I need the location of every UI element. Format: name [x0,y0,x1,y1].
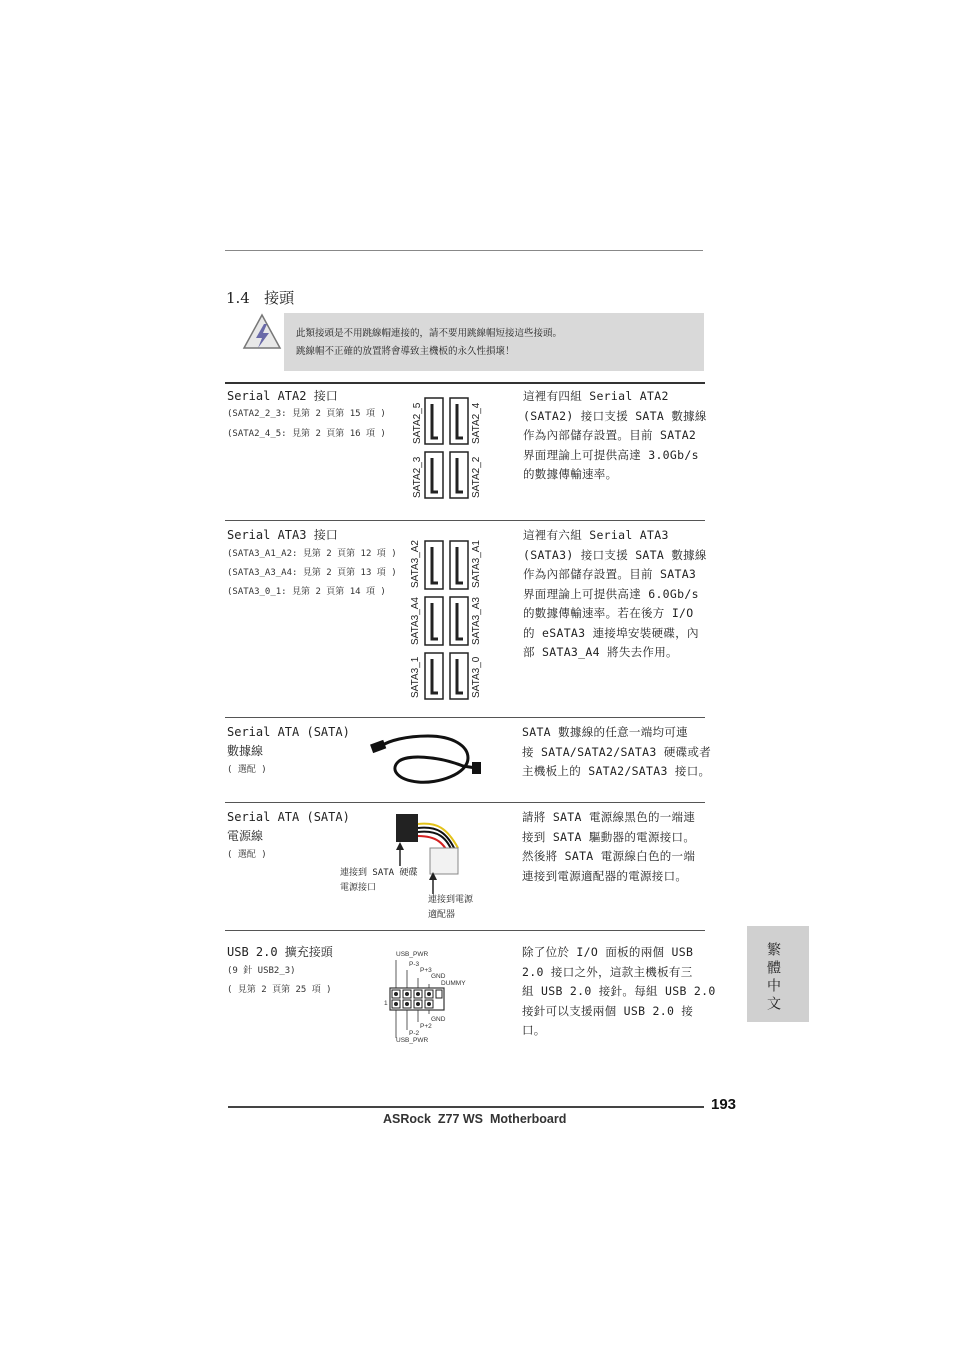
usb-pin-diagram [385,948,475,1048]
usb-title: USB 2.0 擴充接頭 [227,945,333,959]
desc-line: 然後將 SATA 電源線白色的一端 [522,849,696,863]
warning-line-2: 跳線帽不正確的放置將會導致主機板的永久性損壞！ [296,346,515,357]
row-divider [225,520,705,521]
desc-line: 組 USB 2.0 接針。每組 USB 2.0 [522,984,716,998]
section-title: 接頭 [264,289,295,307]
usb-sub-1: (9 針 USB2_3) [227,966,296,976]
label-sata3-a2: SATA3_A2 [410,540,421,588]
desc-line: 接針可以支援兩個 USB 2.0 接 [522,1003,694,1018]
label-sata2-3: SATA2_3 [412,456,423,498]
usb-desc [522,943,716,1041]
desc-line: 接到 SATA 驅動器的電源接口。 [522,829,696,844]
product-name: ASRock Z77 WS Motherboard [383,1112,567,1126]
desc-line: (SATA3) 接口支援 SATA 數據線 [523,547,707,562]
sata2-sub-2: (SATA2_4_5: 見第 2 頁第 16 項 ) [227,429,386,439]
sata2-sub-1: (SATA2_2_3: 見第 2 頁第 15 項 ) [227,409,386,419]
desc-line: 這裡有六組 Serial ATA3 [523,528,669,542]
pin-usb-pwr-bottom: USB_PWR [396,1037,429,1044]
pin-p-3: P-3 [409,961,420,968]
label-sata3-0: SATA3_0 [471,656,482,698]
sata-cable-image [368,726,486,790]
page-number: 193 [711,1096,737,1113]
sata3-sub-3: (SATA3_0_1: 見第 2 頁第 14 項 ) [227,587,386,597]
header-rule [225,250,703,251]
pin-p+3: P+3 [420,967,432,974]
desc-line: 作為內部儲存設置。目前 SATA3 [523,567,697,581]
desc-line: (SATA2) 接口支援 SATA 數據線 [523,408,707,423]
row-divider [225,802,705,803]
sata-power-desc [522,808,695,886]
label-sata3-a4: SATA3_A4 [410,597,421,645]
warning-line-1: 此類接頭是不用跳線帽連接的，請不要用跳線帽短接這些接頭。 [296,328,563,339]
sata-cable-sub: ( 選配 ) [227,765,267,775]
desc-line: 的 eSATA3 連接埠安裝硬碟，內 [523,625,699,640]
callout-sata-hdd [340,866,418,896]
row-divider [225,717,705,718]
desc-line: 2.0 接口之外，這款主機板有三 [522,964,693,979]
sata-cable-title [227,723,350,761]
title-line: 數據線 [227,744,264,758]
desc-line: 接 SATA/SATA2/SATA3 硬碟或者 [522,744,712,759]
sata3-connector-diagram [424,539,470,701]
sata3-sub-2: (SATA3_A3_A4: 見第 2 頁第 13 項 ) [227,568,397,578]
callout-line: 連接到電源 [428,895,474,905]
desc-line: 界面理論上可提供高達 6.0Gb/s [523,586,699,601]
sata-power-sub: ( 選配 ) [227,850,267,860]
pin-p+2: P+2 [420,1023,432,1030]
label-sata2-2: SATA2_2 [471,456,482,498]
sata-power-title [227,808,350,846]
title-line: 電源線 [227,829,264,843]
callout-line: 適配器 [428,910,456,920]
section-number: 1.4 [226,289,250,307]
sata2-title: Serial ATA2 接口 [227,389,338,403]
footer-rule [228,1106,704,1108]
title-line: Serial ATA (SATA) [227,725,350,739]
language-side-tab [747,926,809,1022]
sata3-title: Serial ATA3 接口 [227,528,338,542]
desc-line: 口。 [522,1023,546,1037]
desc-line: 主機板上的 SATA2/SATA3 接口。 [522,764,711,778]
desc-line: 除了位於 I/O 面板的兩個 USB [522,945,694,959]
usb-header-shape [385,948,475,1048]
sata3-sub-1: (SATA3_A1_A2: 見第 2 頁第 12 項 ) [227,549,397,559]
warning-box [284,313,704,371]
side-tab-label: 繁體中文 [765,942,781,1014]
desc-line: 這裡有四組 Serial ATA2 [523,389,669,403]
pin-gnd-top: GND [431,973,446,980]
warning-icon [242,312,284,352]
label-sata3-a3: SATA3_A3 [471,597,482,645]
pin-p-2: P-2 [409,1030,420,1037]
usb-sub-2: ( 見第 2 頁第 25 項 ) [227,985,332,995]
pin-usb-pwr-top: USB_PWR [396,951,429,958]
desc-line: 的數據傳輸速率。 [523,467,618,481]
label-sata2-5: SATA2_5 [412,402,423,444]
label-sata3-a1: SATA3_A1 [471,540,482,588]
row-divider [225,930,705,931]
section-heading [226,287,294,308]
label-sata3-1: SATA3_1 [410,656,421,698]
sata2-connector-diagram [424,396,470,502]
pin-gnd-bottom: GND [431,1016,446,1023]
sata-cable-desc [522,723,711,782]
sata3-desc [523,526,707,663]
sata2-desc [523,387,707,485]
desc-line: 的數據傳輸速率。若在後方 I/O [523,606,694,620]
label-sata2-4: SATA2_4 [471,402,482,444]
desc-line: 部 SATA3_A4 將失去作用。 [523,645,678,659]
desc-line: 請將 SATA 電源線黑色的一端連 [522,810,696,824]
row-divider [225,382,705,384]
callout-line: 電源接口 [340,883,377,893]
pin-dummy: DUMMY [441,980,466,987]
callout-psu [428,893,473,923]
desc-line: 連接到電源適配器的電源接口。 [522,868,688,883]
pin-1-marker: 1 [384,1000,388,1007]
callout-line: 連接到 SATA 硬碟 [340,868,418,878]
desc-line: 作為內部儲存設置。目前 SATA2 [523,428,697,442]
desc-line: SATA 數據線的任意一端均可連 [522,725,688,739]
desc-line: 界面理論上可提供高達 3.0Gb/s [523,447,699,462]
title-line: Serial ATA (SATA) [227,810,350,824]
